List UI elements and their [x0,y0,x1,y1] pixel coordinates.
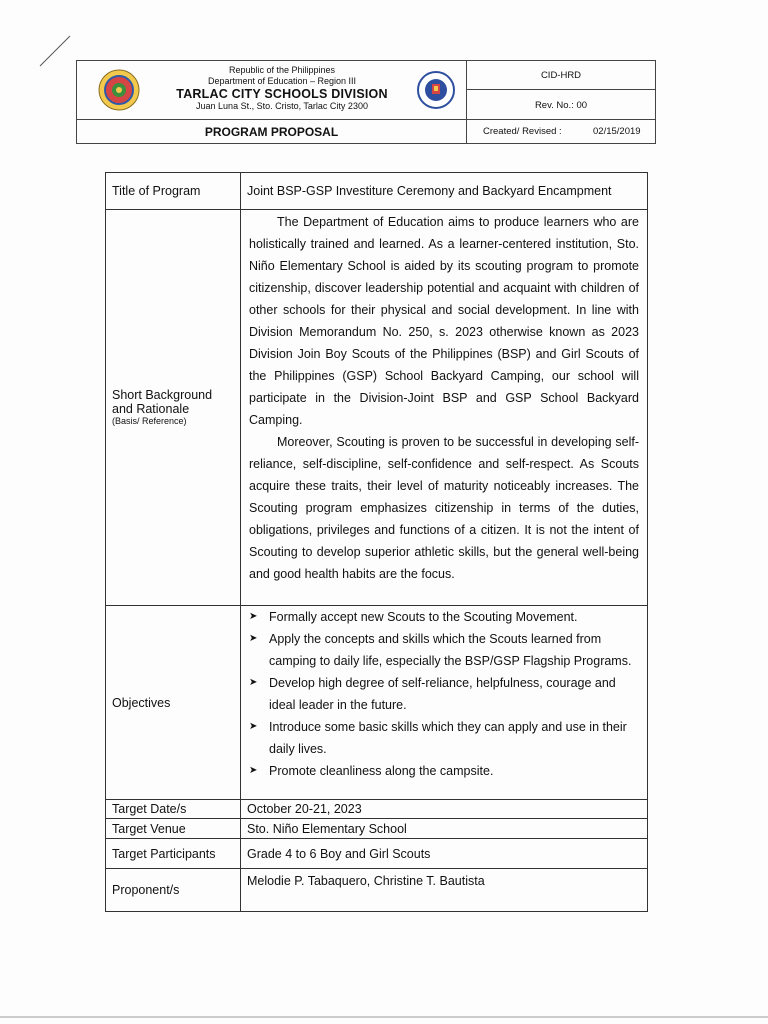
title-row [106,173,648,210]
department-line: Department of Education – Region III [207,76,357,86]
objective-text: Apply the concepts and skills which the Scouts learned from camping to daily life, especially the BSP/GSP Flagship Programs. [269,632,632,668]
arrowhead-bullet-icon: ➤ [249,765,258,776]
proponents-value: Melodie P. Tabaquero, Christine T. Bautista [241,869,648,912]
title-label: Title of Program [106,173,241,210]
venue-value: Sto. Niño Elementary School [241,819,648,839]
document-header [76,60,656,144]
division-address: Juan Luna St., Sto. Cristo, Tarlac City 2300 [196,101,368,111]
participants-value: Grade 4 to 6 Boy and Girl Scouts [241,839,648,869]
proposal-table [105,172,648,912]
date-label: Target Date/s [106,800,241,819]
objective-text: Introduce some basic skills which they can apply and use in their daily lives. [269,720,627,756]
objectives-value-cell [241,606,648,800]
objectives-row [106,606,648,800]
form-title: PROGRAM PROPOSAL [77,120,467,144]
republic-line: Republic of the Philippines [228,65,336,75]
background-value-cell [241,210,648,606]
participants-label: Target Participants [106,839,241,869]
background-label: Short Background and Rationale [112,388,213,416]
list-item [241,760,639,782]
list-item [241,606,639,628]
arrowhead-bullet-icon: ➤ [249,677,258,688]
created-revised-label: Created/ Revised : [483,126,562,137]
date-value: October 20-21, 2023 [241,800,648,819]
background-sublabel: (Basis/ Reference) [112,416,187,426]
proponents-row [106,869,648,912]
objective-text: Formally accept new Scouts to the Scouting Movement. [269,610,578,624]
background-label-cell [106,210,241,606]
header-bottom-row [77,119,655,143]
venue-label: Target Venue [106,819,241,839]
created-revised-date: 02/15/2019 [593,126,641,137]
date-row [106,800,648,819]
deped-seal-icon [417,71,455,109]
objective-text: Promote cleanliness along the campsite. [269,764,494,778]
title-value: Joint BSP-GSP Investiture Ceremony and Backyard Encampment [241,173,648,210]
list-item [241,716,639,760]
proponents-label: Proponent/s [106,869,241,912]
revision-number: Rev. No.: 00 [534,100,588,111]
page-bottom-edge [0,1016,768,1018]
organization-name-block [147,65,417,112]
list-item [241,672,639,716]
venue-row [106,819,648,839]
objective-text: Develop high degree of self-reliance, helpfulness, courage and ideal leader in the future. [269,676,616,712]
participants-row [106,839,648,869]
arrowhead-bullet-icon: ➤ [249,721,258,732]
document-code: CID-HRD [467,61,655,90]
header-org-block [77,61,467,119]
objectives-label: Objectives [106,606,241,800]
arrowhead-bullet-icon: ➤ [249,633,258,644]
division-name: TARLAC CITY SCHOOLS DIVISION [176,87,388,101]
pen-stroke-mark [38,34,72,68]
objectives-list [241,606,639,782]
division-seal-icon [97,69,141,111]
background-paragraph-2: Moreover, Scouting is proven to be successful in developing self-reliance, self-discipline, self-confidence and self-respect. As Scouts acquire these traits, their level of maturity noticeably increases. The Scouting program emphasizes citizenship in terms of the duties, obligations, privileges and functions of a citizen. It is not the intent of Scouting to develop superior athletic skills, but the general well-being and good health habits are the focus. [249,435,639,581]
background-paragraph-1: The Department of Education aims to produce learners who are holistically trained and learned. As a learner-centered institution, Sto. Niño Elementary School is aided by its scouting program to promote citizenship, discover leadership potential and acquaint with children of other schools for their physical and social development. In line with Division Memorandum No. 250, s. 2023 otherwise known as 2023 Division Join Boy Scouts of the Philippines (BSP) and Girl Scouts of the Philippines (GSP) School Backyard Camping, our school will participate in the Division-Joint BSP and GSP School Backyard Camping. [249,215,639,427]
list-item [241,628,639,672]
background-row [106,210,648,606]
arrowhead-bullet-icon: ➤ [249,611,258,622]
